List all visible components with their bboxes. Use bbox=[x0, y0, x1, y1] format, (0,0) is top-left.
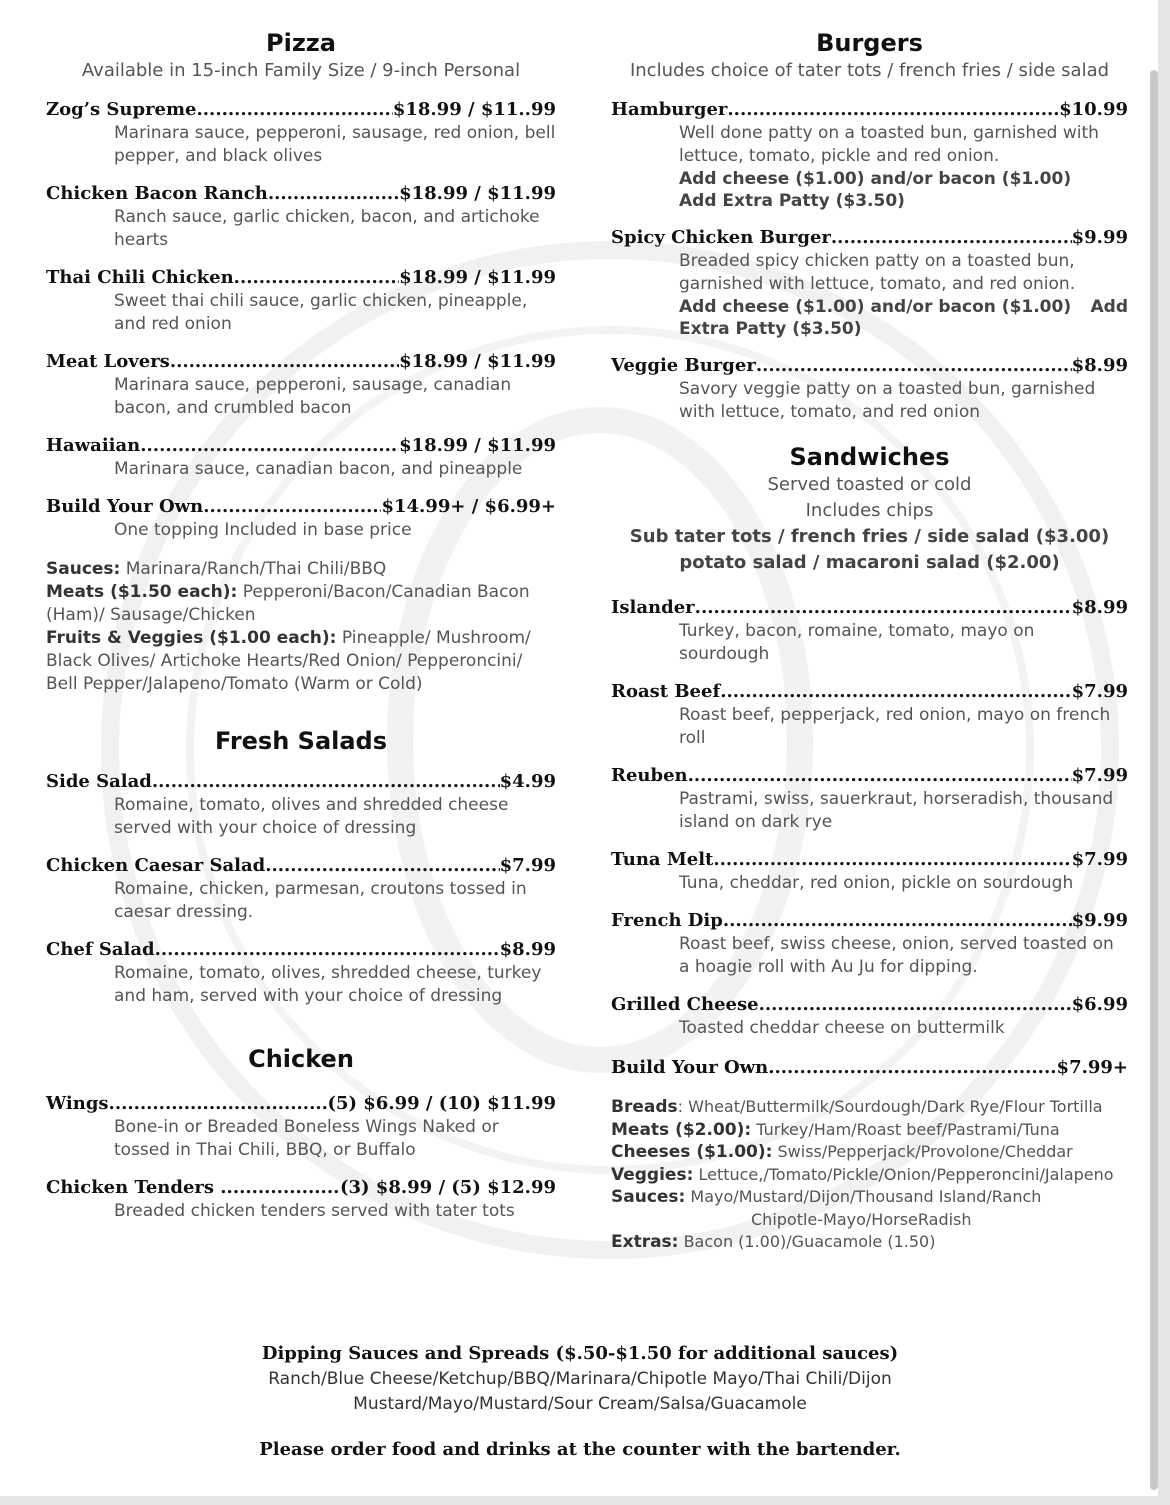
dot-leader bbox=[756, 354, 1072, 378]
item-description: Marinara sauce, pepperoni, sausage, canadian bacon, and crumbled bacon bbox=[114, 375, 512, 418]
option-value: Chipotle-Mayo/HorseRadish bbox=[751, 1209, 972, 1229]
option-label: Breads bbox=[611, 1097, 678, 1117]
item-price: $4.99 bbox=[499, 771, 556, 792]
option-value: Mayo/Mustard/Dijon/Thousand Island/Ranch bbox=[685, 1187, 1042, 1206]
sandwich-options bbox=[611, 1096, 1128, 1254]
left-column bbox=[46, 28, 556, 1223]
menu-item bbox=[46, 495, 556, 542]
menu-item bbox=[611, 98, 1128, 212]
item-price: $7.99 bbox=[1071, 765, 1128, 786]
option-label: Fruits & Veggies ($1.00 each): bbox=[46, 628, 337, 648]
item-price: $18.99 / $11.99 bbox=[399, 351, 556, 372]
menu-item bbox=[611, 993, 1128, 1040]
item-name: Reuben bbox=[611, 765, 688, 786]
item-price: $8.99 bbox=[499, 939, 556, 960]
dipping-sauces-list: Mustard/Mayo/Mustard/Sour Cream/Salsa/Guacamole bbox=[353, 1394, 807, 1414]
option-value: Bacon (1.00)/Guacamole (1.50) bbox=[678, 1232, 936, 1251]
dot-leader bbox=[768, 1056, 1056, 1080]
menu-item bbox=[46, 938, 556, 1008]
menu-item bbox=[611, 226, 1128, 340]
item-name: Hamburger bbox=[611, 99, 728, 120]
option-label: Extras: bbox=[611, 1232, 679, 1252]
item-name: Spicy Chicken Burger bbox=[611, 227, 831, 248]
item-description: Ranch sauce, garlic chicken, bacon, and artichoke hearts bbox=[114, 207, 540, 250]
item-price: $18.99 / $11.99 bbox=[399, 183, 556, 204]
addon-text: Add cheese ($1.00) and/or bacon ($1.00) bbox=[679, 297, 1072, 317]
menu-item bbox=[46, 770, 556, 840]
pizza-subtitle: Available in 15-inch Family Size / 9-inch Personal bbox=[81, 60, 521, 81]
option-line bbox=[46, 627, 556, 696]
option-value: Swiss/Pepperjack/Provolone/Cheddar bbox=[772, 1142, 1073, 1161]
dot-leader bbox=[695, 596, 1072, 620]
dipping-sauces-title: Dipping Sauces and Spreads ($.50-$1.50 for additional sauces) bbox=[261, 1343, 899, 1364]
dot-leader bbox=[268, 182, 399, 206]
item-price: $18.99 / $11..99 bbox=[392, 99, 556, 120]
option-label: Sauces: bbox=[46, 559, 121, 579]
sandwiches-side-option: Sub tater tots / french fries / side salad ($3.00) bbox=[629, 526, 1110, 547]
option-label: Veggies: bbox=[611, 1164, 694, 1185]
salads-heading: Fresh Salads bbox=[214, 727, 388, 755]
item-price: $8.99 bbox=[1071, 597, 1128, 618]
option-value: : Wheat/Buttermilk/Sourdough/Dark Rye/Flour Tortilla bbox=[677, 1097, 1103, 1116]
item-name: Islander bbox=[611, 597, 695, 618]
chicken-heading: Chicken bbox=[248, 1045, 354, 1073]
item-description: Well done patty on a toasted bun, garnished with lettuce, tomato, pickle and red onion. bbox=[679, 123, 1099, 166]
option-value: Lettuce,/Tomato/Pickle/Onion/Pepperoncini/Jalapeno bbox=[693, 1164, 1114, 1184]
option-label: Sauces: bbox=[611, 1187, 686, 1207]
menu-item bbox=[46, 854, 556, 924]
item-description: One topping Included in base price bbox=[114, 520, 412, 540]
item-description: Romaine, chicken, parmesan, croutons tossed in caesar dressing. bbox=[114, 879, 527, 922]
item-price: $10.99 bbox=[1059, 99, 1128, 120]
option-value: Pineapple/ Mushroom/ Black Olives/ Artichoke Hearts/Red Onion/ Pepperoncini/ Bell Pepper/Jalapeno/Tomato (Warm or Cold) bbox=[46, 628, 531, 694]
item-name: Thai Chili Chicken bbox=[46, 267, 234, 288]
menu-item bbox=[611, 909, 1128, 979]
item-description: Turkey, bacon, romaine, tomato, mayo on sourdough bbox=[679, 621, 1035, 664]
dot-leader bbox=[152, 770, 500, 794]
sandwiches-subtitle: Served toasted or cold bbox=[767, 474, 972, 495]
item-addon bbox=[679, 296, 1128, 318]
dipping-sauces-list: Ranch/Blue Cheese/Ketchup/BBQ/Marinara/Chipotle Mayo/Thai Chili/Dijon bbox=[268, 1369, 892, 1389]
menu-item bbox=[46, 1176, 556, 1223]
dot-leader bbox=[723, 909, 1072, 933]
item-name: Chicken Tenders bbox=[46, 1177, 221, 1198]
sandwiches-heading: Sandwiches bbox=[789, 443, 950, 471]
item-name: Tuna Melt bbox=[611, 849, 714, 870]
menu-item bbox=[611, 596, 1128, 666]
item-description: Breaded chicken tenders served with tater tots bbox=[114, 1201, 515, 1221]
item-description: Savory veggie patty on a toasted bun, garnished with lettuce, tomato, and red onion bbox=[679, 379, 1096, 422]
item-addon: Add cheese ($1.00) and/or bacon ($1.00) bbox=[679, 169, 1072, 189]
dot-leader bbox=[109, 1092, 328, 1116]
item-price: $18.99 / $11.99 bbox=[399, 267, 556, 288]
item-name: Chicken Bacon Ranch bbox=[46, 183, 268, 204]
option-line bbox=[611, 1141, 1128, 1164]
item-addon: Add Extra Patty ($3.50) bbox=[679, 191, 905, 211]
sandwiches-side-option: potato salad / macaroni salad ($2.00) bbox=[679, 552, 1060, 573]
option-label: Meats ($1.50 each): bbox=[46, 582, 238, 602]
burgers-heading: Burgers bbox=[816, 29, 923, 57]
dot-leader bbox=[220, 1176, 340, 1200]
dot-leader bbox=[727, 98, 1059, 122]
item-price: $6.99 bbox=[1071, 994, 1128, 1015]
menu-item bbox=[611, 354, 1128, 424]
menu-item bbox=[46, 434, 556, 481]
option-line bbox=[611, 1186, 1128, 1209]
dot-leader bbox=[197, 98, 393, 122]
item-name: Veggie Burger bbox=[611, 355, 756, 376]
item-price: $8.99 bbox=[1071, 355, 1128, 376]
addon-text: Add bbox=[1090, 297, 1128, 317]
item-name: Chef Salad bbox=[46, 939, 155, 960]
item-name: Chicken Caesar Salad bbox=[46, 855, 266, 876]
item-price: (3) $8.99 / (5) $12.99 bbox=[339, 1177, 556, 1198]
option-line bbox=[46, 581, 556, 627]
item-description: Pastrami, swiss, sauerkraut, horseradish, thousand island on dark rye bbox=[679, 789, 1114, 832]
item-name: Build Your Own bbox=[611, 1057, 769, 1078]
item-price: $18.99 / $11.99 bbox=[399, 435, 556, 456]
item-description: Tuna, cheddar, red onion, pickle on sourdough bbox=[679, 873, 1074, 893]
item-description: Breaded spicy chicken patty on a toasted bun, garnished with lettuce, tomato, and red onion. bbox=[679, 251, 1076, 294]
item-name: Grilled Cheese bbox=[611, 994, 759, 1015]
option-line bbox=[611, 1119, 1128, 1142]
pizza-heading: Pizza bbox=[266, 29, 336, 57]
menu-item bbox=[46, 266, 556, 336]
menu-item bbox=[46, 98, 556, 168]
item-description: Roast beef, pepperjack, red onion, mayo on french roll bbox=[679, 705, 1111, 748]
item-description: Sweet thai chili sauce, garlic chicken, pineapple, and red onion bbox=[114, 291, 528, 334]
dot-leader bbox=[140, 434, 399, 458]
option-value: Pepperoni/Bacon/Canadian Bacon (Ham)/ Sausage/Chicken bbox=[46, 582, 530, 625]
option-label: Cheeses ($1.00): bbox=[611, 1142, 773, 1162]
dot-leader bbox=[234, 266, 399, 290]
menu-item bbox=[611, 1056, 1128, 1080]
item-name: Roast Beef bbox=[611, 681, 721, 702]
dot-leader bbox=[688, 764, 1072, 788]
option-line bbox=[611, 1231, 1128, 1254]
item-description: Marinara sauce, canadian bacon, and pineapple bbox=[114, 459, 523, 479]
dot-leader bbox=[759, 993, 1072, 1017]
menu-item bbox=[611, 680, 1128, 750]
menu-item bbox=[46, 350, 556, 420]
item-price: $9.99 bbox=[1071, 910, 1128, 931]
menu-item bbox=[46, 182, 556, 252]
sandwiches-subtitle: Includes chips bbox=[805, 500, 934, 521]
item-name: French Dip bbox=[611, 910, 723, 931]
option-line bbox=[46, 558, 556, 581]
dot-leader bbox=[170, 350, 399, 374]
item-price: (5) $6.99 / (10) $11.99 bbox=[327, 1093, 556, 1114]
item-price: $7.99+ bbox=[1056, 1057, 1128, 1078]
item-addon: Extra Patty ($3.50) bbox=[679, 319, 862, 339]
item-price: $7.99 bbox=[1071, 681, 1128, 702]
item-name: Side Salad bbox=[46, 771, 152, 792]
item-name: Meat Lovers bbox=[46, 351, 170, 372]
burgers-subtitle: Includes choice of tater tots / french fries / side salad bbox=[629, 60, 1110, 81]
option-line bbox=[611, 1164, 1128, 1187]
item-description: Marinara sauce, pepperoni, sausage, red onion, bell pepper, and black olives bbox=[114, 123, 556, 166]
option-label: Meats ($2.00): bbox=[611, 1119, 752, 1140]
item-description: Toasted cheddar cheese on buttermilk bbox=[679, 1018, 1005, 1038]
item-description: Romaine, tomato, olives and shredded cheese served with your choice of dressing bbox=[114, 795, 509, 838]
scrollbar[interactable] bbox=[1150, 70, 1158, 1490]
item-description: Bone-in or Breaded Boneless Wings Naked or tossed in Thai Chili, BBQ, or Buffalo bbox=[114, 1117, 499, 1160]
item-price: $14.99+ / $6.99+ bbox=[381, 496, 556, 517]
dot-leader bbox=[203, 495, 381, 519]
footer bbox=[40, 1341, 1120, 1463]
menu-item bbox=[611, 764, 1128, 834]
option-value: Turkey/Ham/Roast beef/Pastrami/Tuna bbox=[751, 1119, 1060, 1139]
option-line bbox=[611, 1096, 1128, 1119]
pizza-options bbox=[46, 558, 556, 696]
dot-leader bbox=[155, 938, 500, 962]
item-price: $9.99 bbox=[1071, 227, 1128, 248]
option-value: Marinara/Ranch/Thai Chili/BBQ bbox=[120, 559, 387, 579]
dot-leader bbox=[831, 226, 1072, 250]
item-price: $7.99 bbox=[499, 855, 556, 876]
item-price: $7.99 bbox=[1071, 849, 1128, 870]
option-line bbox=[611, 1209, 1128, 1232]
item-name: Wings bbox=[46, 1093, 109, 1114]
item-name: Build Your Own bbox=[46, 496, 204, 517]
menu-item bbox=[611, 848, 1128, 895]
item-name: Zog’s Supreme bbox=[46, 99, 197, 120]
right-column bbox=[611, 28, 1128, 1254]
order-notice: Please order food and drinks at the counter with the bartender. bbox=[259, 1439, 901, 1460]
item-name: Hawaiian bbox=[46, 435, 141, 456]
menu-item bbox=[46, 1092, 556, 1162]
dot-leader bbox=[720, 680, 1071, 704]
dot-leader bbox=[265, 854, 499, 878]
dot-leader bbox=[713, 848, 1071, 872]
item-description: Roast beef, swiss cheese, onion, served toasted on a hoagie roll with Au Ju for dipping. bbox=[679, 934, 1114, 977]
item-description: Romaine, tomato, olives, shredded cheese, turkey and ham, served with your choice of dressing bbox=[114, 963, 542, 1006]
